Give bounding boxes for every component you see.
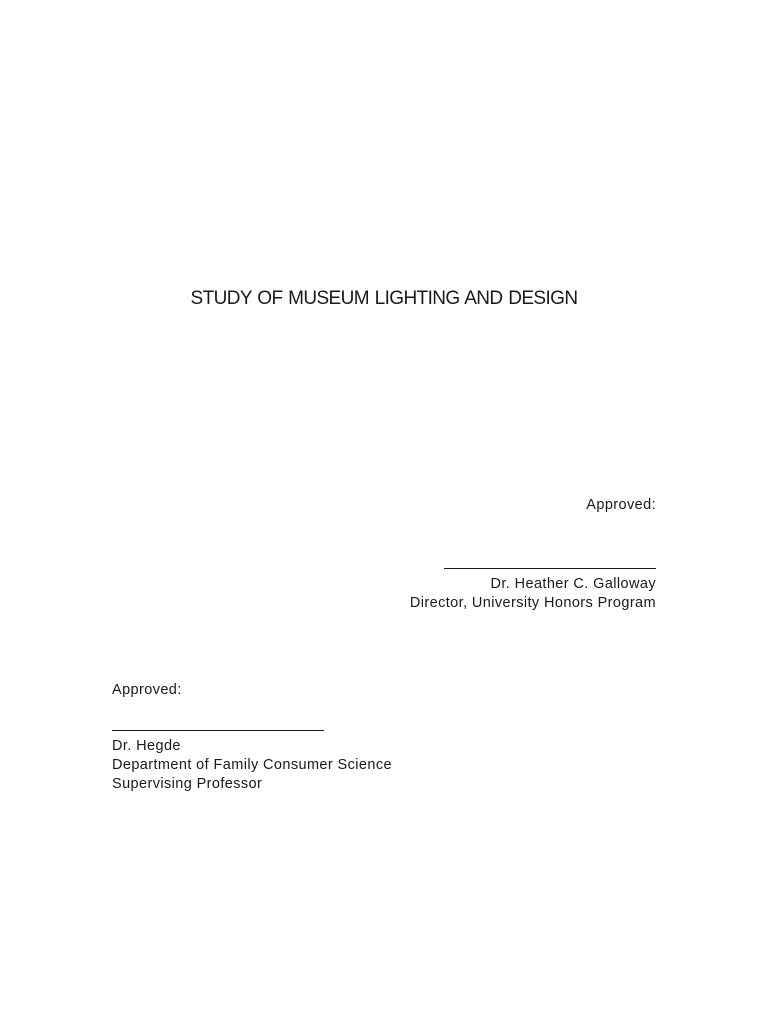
honors-approval-label-block bbox=[586, 496, 656, 515]
honors-signature-line bbox=[410, 556, 656, 575]
professor-approver-name: Dr. Hegde bbox=[112, 738, 181, 754]
professor-approval-label-block bbox=[112, 681, 182, 700]
honors-approver-name: Dr. Heather C. Galloway bbox=[490, 576, 656, 592]
professor-approval-signature-block bbox=[112, 718, 392, 794]
professor-approval-label: Approved: bbox=[112, 682, 182, 698]
honors-approval-label: Approved: bbox=[586, 497, 656, 513]
honors-approval-signature-block bbox=[410, 556, 656, 613]
document-title: STUDY OF MUSEUM LIGHTING AND DESIGN bbox=[190, 288, 578, 309]
professor-signature-line bbox=[112, 718, 392, 737]
professor-approver-position: Supervising Professor bbox=[112, 776, 263, 792]
honors-approver-position: Director, University Honors Program bbox=[409, 595, 656, 611]
professor-approver-department: Department of Family Consumer Science bbox=[112, 757, 392, 773]
professor-signature-rule bbox=[112, 729, 324, 731]
honors-signature-rule bbox=[444, 567, 656, 569]
